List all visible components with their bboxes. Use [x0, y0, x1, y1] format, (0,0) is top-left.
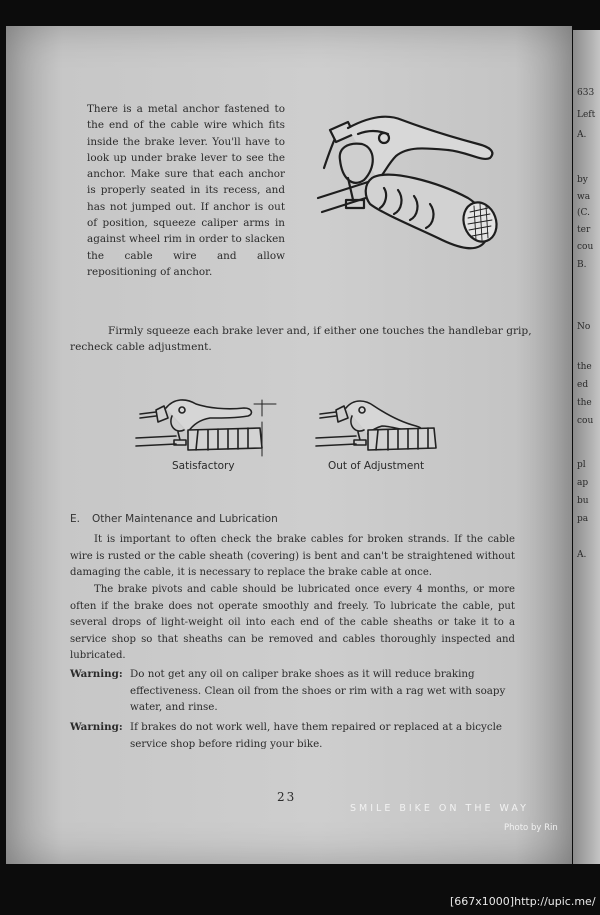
caption-out-of-adjustment: Out of Adjustment: [328, 460, 425, 472]
warning-label: Warning:: [70, 721, 123, 733]
brake-lever-illustration: [318, 108, 508, 268]
next-page-fragment: ter: [577, 225, 591, 235]
next-page-fragment: ap: [577, 478, 589, 488]
warning-block: [70, 719, 515, 752]
warning-block: [70, 666, 515, 716]
caption-satisfactory: Satisfactory: [172, 460, 235, 472]
warning-label: Warning:: [70, 668, 123, 680]
adjacent-page-edge: [573, 30, 600, 864]
section-heading: [70, 513, 278, 525]
figure-satisfactory: [136, 396, 286, 456]
next-page-fragment: the: [577, 362, 592, 372]
next-page-fragment: 633: [577, 88, 595, 98]
next-page-fragment: (C.: [577, 208, 590, 218]
next-page-fragment: cou: [577, 242, 594, 252]
next-page-fragment: pl: [577, 460, 586, 470]
body-paragraph-lubrication: The brake pivots and cable should be lubricated once every 4 months, or more often if the brake does not operate smoothly and freely. To lubricate the cable, put several drops of light-weight oil into each end of the cable sheaths or take it to a service shop so that sheaths can be removed and cables thoroughly inspected and lubricated.: [70, 584, 515, 661]
next-page-fragment: by: [577, 175, 588, 185]
next-page-fragment: the: [577, 398, 592, 408]
intro-paragraph: There is a metal anchor fastened to the end of the cable wire which fits inside the brake lever. You'll have to look up under brake lever to see the anchor. Make sure that each anchor is properly seated in its recess, and has not jumped out. If anchor is out of position, squeeze caliper arms in against wheel rim in order to slacken the cable wire and allow repositioning of anchor.: [87, 103, 285, 278]
squeeze-paragraph: Firmly squeeze each brake lever and, if either one touches the handlebar grip, recheck cable adjustment.: [70, 325, 532, 353]
warning-text: Do not get any oil on caliper brake shoes as it will reduce braking effectiveness. Clean oil from the shoes or rim with a rag wet with soapy water, and rinse.: [130, 668, 506, 713]
next-page-fragment: bu: [577, 496, 589, 506]
page-number: 23: [277, 790, 297, 804]
next-page-fragment: B.: [577, 260, 587, 270]
watermark-title: SMILE BIKE ON THE WAY: [350, 803, 529, 814]
next-page-fragment: Left: [577, 110, 596, 120]
warning-text: If brakes do not work well, have them repaired or replaced at a bicycle service shop before riding your bike.: [130, 721, 503, 750]
body-paragraph-cables: It is important to often check the brake cables for broken strands. If the cable wire is rusted or the cable sheath (covering) is bent and can't be straightened without damaging the cable, it is necessary to replace the brake cable at once.: [70, 534, 515, 578]
figure-out-of-adjustment: [316, 396, 446, 456]
next-page-fragment: No: [577, 322, 591, 332]
next-page-fragment: A.: [577, 550, 587, 560]
next-page-fragment: ed: [577, 380, 589, 390]
image-host-footer: [450, 895, 596, 908]
next-page-fragment: cou: [577, 416, 594, 426]
next-page-fragment: A.: [577, 130, 587, 140]
section-letter: E.: [70, 513, 80, 525]
host-url[interactable]: http://upic.me/: [514, 895, 596, 908]
section-title: Other Maintenance and Lubrication: [91, 513, 278, 525]
next-page-fragment: pa: [577, 514, 589, 524]
next-page-fragment: wa: [577, 192, 591, 202]
image-size-stamp: [667x1000]: [450, 895, 515, 908]
watermark-credit: Photo by Rin: [504, 823, 558, 833]
